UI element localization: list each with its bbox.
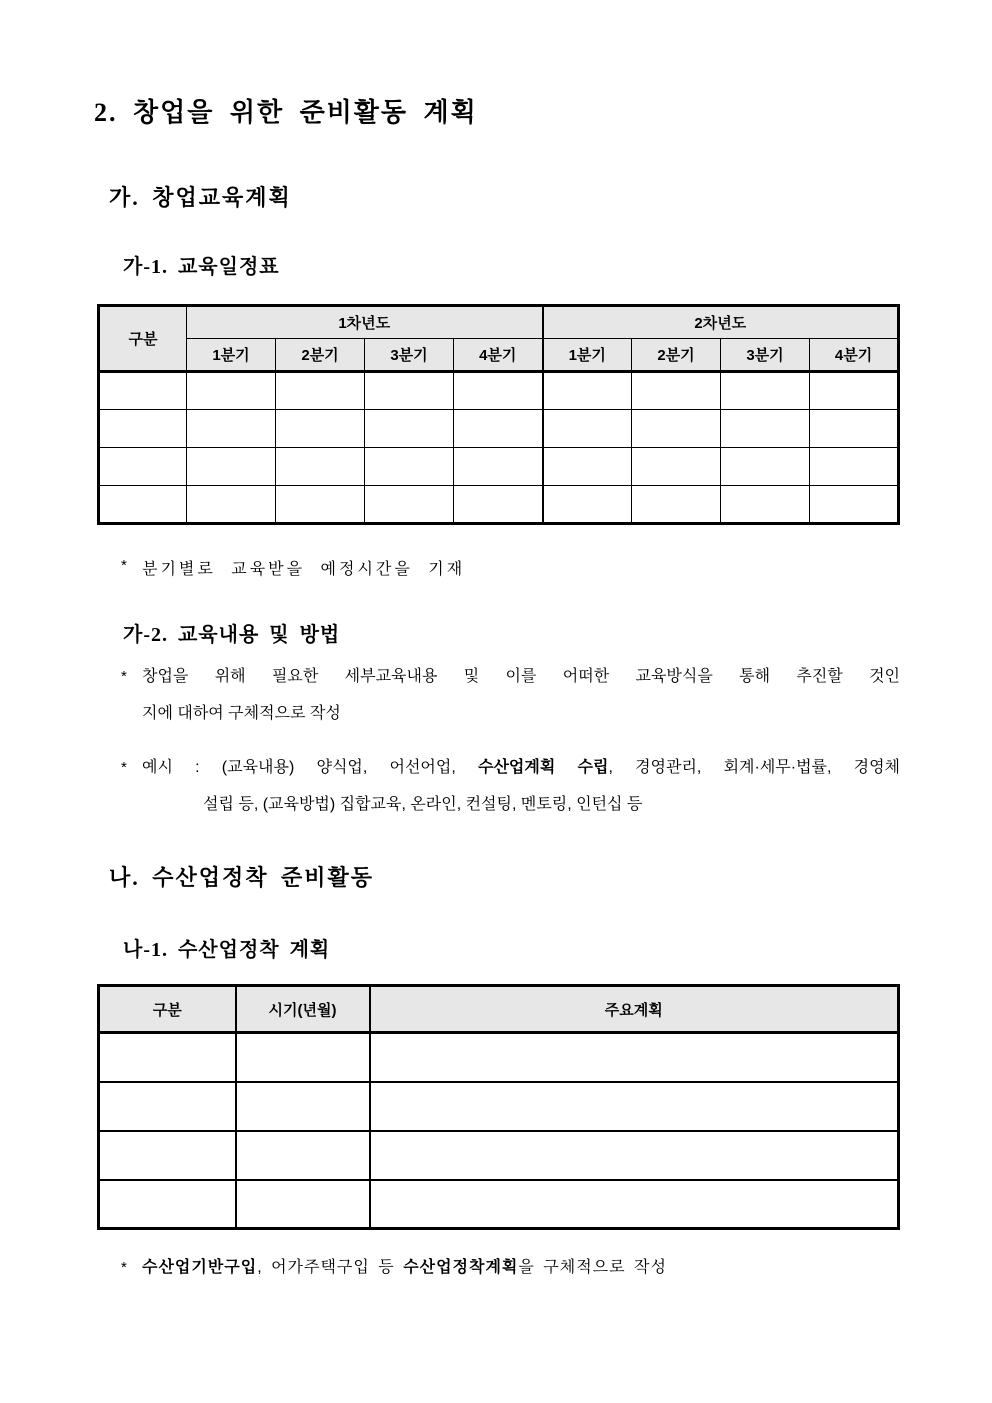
table-row [99, 1180, 899, 1229]
empty-cell [276, 372, 365, 410]
table-row [99, 486, 899, 524]
schedule-corner-header: 구분 [99, 306, 187, 372]
empty-cell [721, 448, 810, 486]
table-row [99, 410, 899, 448]
page-title: 2. 창업을 위한 준비활동 계획 [94, 98, 478, 127]
y2-q1-header: 1분기 [543, 339, 632, 372]
asterisk-marker: * [121, 668, 127, 685]
empty-cell [276, 410, 365, 448]
empty-cell [187, 410, 276, 448]
empty-cell [99, 372, 187, 410]
table-row [99, 1082, 899, 1131]
education-method-bullet [121, 667, 900, 724]
empty-cell [236, 1082, 370, 1131]
bullet-line-1 [142, 758, 900, 778]
empty-cell [365, 372, 454, 410]
asterisk-marker: * [121, 1259, 127, 1276]
empty-cell [370, 1033, 899, 1082]
y1-q1-header: 1분기 [187, 339, 276, 372]
y1-q2-header: 2분기 [276, 339, 365, 372]
empty-cell [721, 372, 810, 410]
table-row [99, 372, 899, 410]
bullet-line-2: 설립 등, (교육방법) 집합교육, 온라인, 컨설팅, 멘토링, 인턴십 등 [203, 796, 643, 813]
empty-cell [810, 410, 899, 448]
empty-cell [454, 486, 543, 524]
empty-cell [454, 448, 543, 486]
empty-cell [543, 410, 632, 448]
y2-q4-header: 4분기 [810, 339, 899, 372]
year2-header: 2차년도 [543, 306, 899, 339]
year1-header: 1차년도 [187, 306, 543, 339]
empty-cell [99, 410, 187, 448]
education-schedule-table [97, 304, 900, 525]
empty-cell [365, 448, 454, 486]
settlement-note [121, 1258, 900, 1278]
empty-cell [370, 1131, 899, 1180]
table-row [99, 1033, 899, 1082]
main-plan-header: 주요계획 [370, 986, 899, 1033]
empty-cell [99, 1131, 236, 1180]
table-row [99, 448, 899, 486]
section-a2-heading: 가-2. 교육내용 및 방법 [123, 624, 341, 646]
empty-cell [543, 486, 632, 524]
category-header: 구분 [99, 986, 236, 1033]
section-a1-heading: 가-1. 교육일정표 [123, 256, 280, 278]
empty-cell [632, 448, 721, 486]
schedule-header-row-quarters [99, 339, 899, 372]
empty-cell [370, 1082, 899, 1131]
empty-cell [543, 448, 632, 486]
table-row [99, 1131, 899, 1180]
empty-cell [721, 486, 810, 524]
y2-q3-header: 3분기 [721, 339, 810, 372]
empty-cell [236, 1131, 370, 1180]
empty-cell [454, 410, 543, 448]
asterisk-marker: * [121, 557, 127, 574]
example-text-bold: 수산업계획 수립 [478, 759, 609, 776]
note-regular-1: , 어가주택구입 등 [257, 1259, 404, 1276]
empty-cell [187, 372, 276, 410]
note-bold-1: 수산업기반구입 [142, 1259, 258, 1276]
empty-cell [632, 372, 721, 410]
example-bullet [121, 758, 900, 815]
note-bold-2: 수산업정착계획 [403, 1259, 519, 1276]
empty-cell [365, 486, 454, 524]
schedule-header-row-years [99, 306, 899, 339]
empty-cell [632, 486, 721, 524]
empty-cell [810, 448, 899, 486]
empty-cell [810, 486, 899, 524]
timing-header: 시기(년월) [236, 986, 370, 1033]
y2-q2-header: 2분기 [632, 339, 721, 372]
section-a-heading: 가. 창업교육계획 [109, 185, 292, 210]
settlement-note-text [142, 1258, 900, 1278]
bullet-line-1: 창업을 위해 필요한 세부교육내용 및 이를 어떠한 교육방식을 통해 추진할 것인 [142, 668, 900, 685]
empty-cell [370, 1180, 899, 1229]
empty-cell [365, 410, 454, 448]
y1-q3-header: 3분기 [365, 339, 454, 372]
empty-cell [99, 486, 187, 524]
empty-cell [99, 1082, 236, 1131]
empty-cell [236, 1033, 370, 1082]
note-regular-2: 을 구체적으로 작성 [518, 1259, 667, 1276]
empty-cell [543, 372, 632, 410]
empty-cell [99, 1033, 236, 1082]
example-text-post: , 경영관리, 회계·세무·법률, 경영체 [608, 759, 901, 776]
y1-q4-header: 4분기 [454, 339, 543, 372]
settlement-plan-table [97, 984, 900, 1230]
empty-cell [276, 486, 365, 524]
section-b-heading: 나. 수산업정착 준비활동 [109, 865, 375, 890]
settlement-header-row [99, 986, 899, 1033]
empty-cell [99, 448, 187, 486]
empty-cell [236, 1180, 370, 1229]
empty-cell [454, 372, 543, 410]
example-text-pre: 예시 : (교육내용) 양식업, 어선어업, [142, 759, 479, 776]
empty-cell [810, 372, 899, 410]
empty-cell [187, 486, 276, 524]
section-b1-heading: 나-1. 수산업정착 계획 [123, 939, 331, 961]
schedule-note-text: 분기별로 교육받을 예정시간을 기재 [142, 561, 466, 578]
empty-cell [276, 448, 365, 486]
asterisk-marker: * [121, 759, 127, 776]
empty-cell [632, 410, 721, 448]
empty-cell [187, 448, 276, 486]
empty-cell [721, 410, 810, 448]
empty-cell [99, 1180, 236, 1229]
bullet-line-2: 지에 대하여 구체적으로 작성 [142, 705, 341, 722]
schedule-note [121, 556, 681, 579]
